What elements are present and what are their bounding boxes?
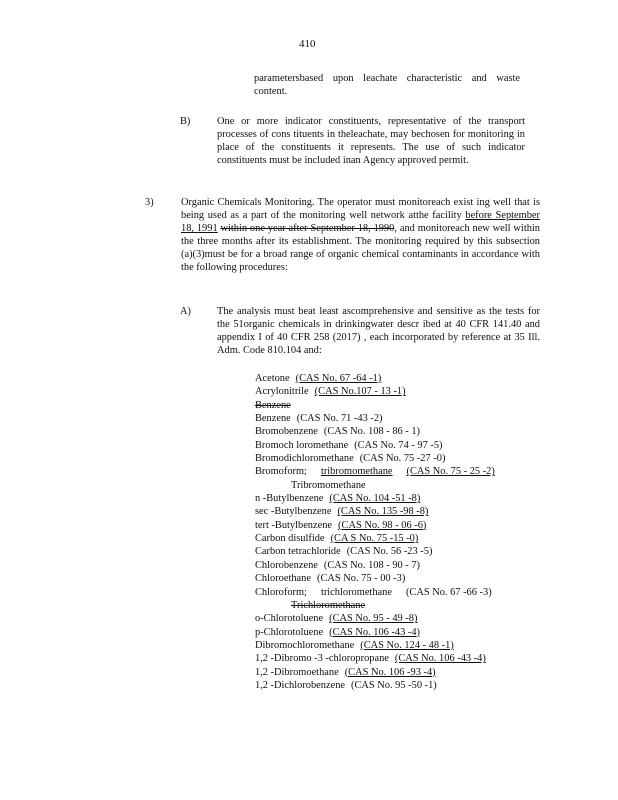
chemical-name: Carbon tetrachloride xyxy=(255,546,341,558)
item-3-paragraph xyxy=(181,196,540,275)
page-number: 410 xyxy=(299,38,316,50)
item-3-text-1: Organic Chemicals Monitoring. The operator must monitoreach exist ing well that is being used as a part of the monitoring well network atthe facility xyxy=(181,197,540,222)
chemical-row xyxy=(255,519,555,532)
item-3-inserted-date: before September 18, 1991 xyxy=(181,210,540,235)
chemical-name: 1,2 -Dibromo -3 -chloropropane xyxy=(255,653,389,665)
chemical-name: o-Chlorotoluene xyxy=(255,613,324,625)
chemical-row xyxy=(255,626,555,639)
chemical-alt-name: tribromomethane xyxy=(320,466,393,478)
chemical-cas-number: (CAS No. 75 - 25 -2) xyxy=(406,466,495,478)
chemical-list xyxy=(255,372,555,692)
chemical-cas-number: (CAS No. 56 -23 -5) xyxy=(346,546,433,558)
chemical-cas-number: (CAS No. 106 -93 -4) xyxy=(344,666,436,678)
chemical-name: sec -Butylbenzene xyxy=(255,506,332,518)
chemical-row xyxy=(255,372,555,385)
item-a-text: The analysis must beat least ascomprehensive and sensitive as the tests for the 51organic chemicals in drinkingwater descr ibed at 40 CFR 141.40 and appendix I of 40 CFR 258 (2017) , each incorporated by reference at 35 Ill. Adm. Code 810.104 and: xyxy=(217,306,540,357)
chemical-cas-number: (CAS No. 108 - 86 - 1) xyxy=(323,426,421,438)
chemical-cas-number: (CAS No. 98 - 06 -6) xyxy=(338,519,427,531)
chemical-row xyxy=(255,572,555,585)
chemical-name: Chlorobenzene xyxy=(255,559,318,571)
chemical-row xyxy=(255,425,555,438)
chemical-name: Bromobenzene xyxy=(255,426,318,438)
chemical-row xyxy=(255,666,555,679)
chemical-cas-number: (CAS No. 67 -64 -1) xyxy=(295,373,382,384)
chemical-row xyxy=(255,452,555,465)
chemical-name: Chloroethane xyxy=(255,573,311,585)
chemical-name: Chloroform; xyxy=(255,586,307,598)
chemical-cas-number: (CAS No. 135 -98 -8) xyxy=(337,506,429,518)
chemical-cas-number: (CAS No. 95 -50 -1) xyxy=(351,679,437,691)
chemical-row xyxy=(255,399,555,412)
chemical-row xyxy=(255,559,555,572)
continuation-text: parametersbased upon leachate characteristic and waste content. xyxy=(254,73,520,98)
chemical-name: p-Chlorotoluene xyxy=(255,626,324,638)
item-b-text: One or more indicator constituents, representative of the transport processes of cons tituents in theleachate, may bechosen for monitoring in place of the constituents it represents. The use of such indicator constituents must be included inan Agency approved permit. xyxy=(217,116,525,167)
chemical-name: Bromodichloromethane xyxy=(255,453,354,465)
item-a-label: A) xyxy=(180,306,191,317)
chemical-row xyxy=(255,439,555,452)
chemical-name: tert -Butylbenzene xyxy=(255,519,333,531)
chemical-name: Dibromochloromethane xyxy=(255,639,355,651)
chemical-cas-number: (CAS No. 106 -43 -4) xyxy=(394,653,486,665)
chemical-name: 1,2 -Dibromoethane xyxy=(255,666,339,678)
chemical-name: Carbon disulfide xyxy=(255,533,325,545)
item-3-text-2: , and monitoreach new well within the three months after its establishment. The monitoring required by this subsection (a)(3)must be for a broad range of organic chemical contaminants in accordance with the following procedures: xyxy=(181,223,540,274)
chemical-name: n -Butylbenzene xyxy=(255,493,324,505)
chemical-cas-number: (CAS No. 71 -43 -2) xyxy=(296,413,383,425)
chemical-row xyxy=(255,465,555,478)
item-3-deleted-date: within one year after September 18, 1990 xyxy=(220,223,395,235)
chemical-cas-number: (CAS No.107 - 13 -1) xyxy=(314,386,406,398)
chemical-name: Acetone xyxy=(255,373,290,384)
chemical-cas-number: (CA S No. 75 -15 -0) xyxy=(330,533,419,545)
chemical-row xyxy=(255,492,555,505)
chemical-cas-number: (CAS No. 95 - 49 -8) xyxy=(329,613,418,625)
chemical-name: Benzene xyxy=(255,399,291,411)
item-3-label: 3) xyxy=(145,197,154,208)
chemical-row xyxy=(255,545,555,558)
chemical-row xyxy=(255,612,555,625)
chemical-cas-number: (CAS No. 106 -43 -4) xyxy=(329,626,421,638)
chemical-row xyxy=(255,505,555,518)
chemical-name: Tribromomethane xyxy=(291,479,366,491)
chemical-cas-number: (CAS No. 104 -51 -8) xyxy=(329,493,421,505)
chemical-name: Benzene xyxy=(255,413,291,425)
chemical-row xyxy=(255,586,555,599)
chemical-row xyxy=(255,679,555,692)
chemical-cas-number: (CAS No. 108 - 90 - 7) xyxy=(323,559,421,571)
chemical-name: Bromoform; xyxy=(255,466,307,478)
chemical-row xyxy=(255,412,555,425)
chemical-row xyxy=(255,639,555,652)
chemical-row xyxy=(255,599,555,612)
chemical-alt-name: trichloromethane xyxy=(320,586,392,598)
chemical-name: Bromoch loromethane xyxy=(255,439,349,451)
chemical-cas-number: (CAS No. 75 -27 -0) xyxy=(359,453,446,465)
item-b-label: B) xyxy=(180,116,191,127)
chemical-cas-number: (CAS No. 124 - 48 -1) xyxy=(360,639,454,651)
chemical-name: Acrylonitrile xyxy=(255,386,309,398)
chemical-row xyxy=(255,479,555,492)
chemical-row xyxy=(255,652,555,665)
chemical-row xyxy=(255,532,555,545)
chemical-cas-number: (CAS No. 74 - 97 -5) xyxy=(354,439,443,451)
chemical-name: Trichloromethane xyxy=(291,599,366,611)
chemical-row xyxy=(255,385,555,398)
chemical-cas-number: (CAS No. 67 -66 -3) xyxy=(405,586,492,598)
chemical-cas-number: (CAS No. 75 - 00 -3) xyxy=(316,573,406,585)
chemical-name: 1,2 -Dichlorobenzene xyxy=(255,679,346,691)
